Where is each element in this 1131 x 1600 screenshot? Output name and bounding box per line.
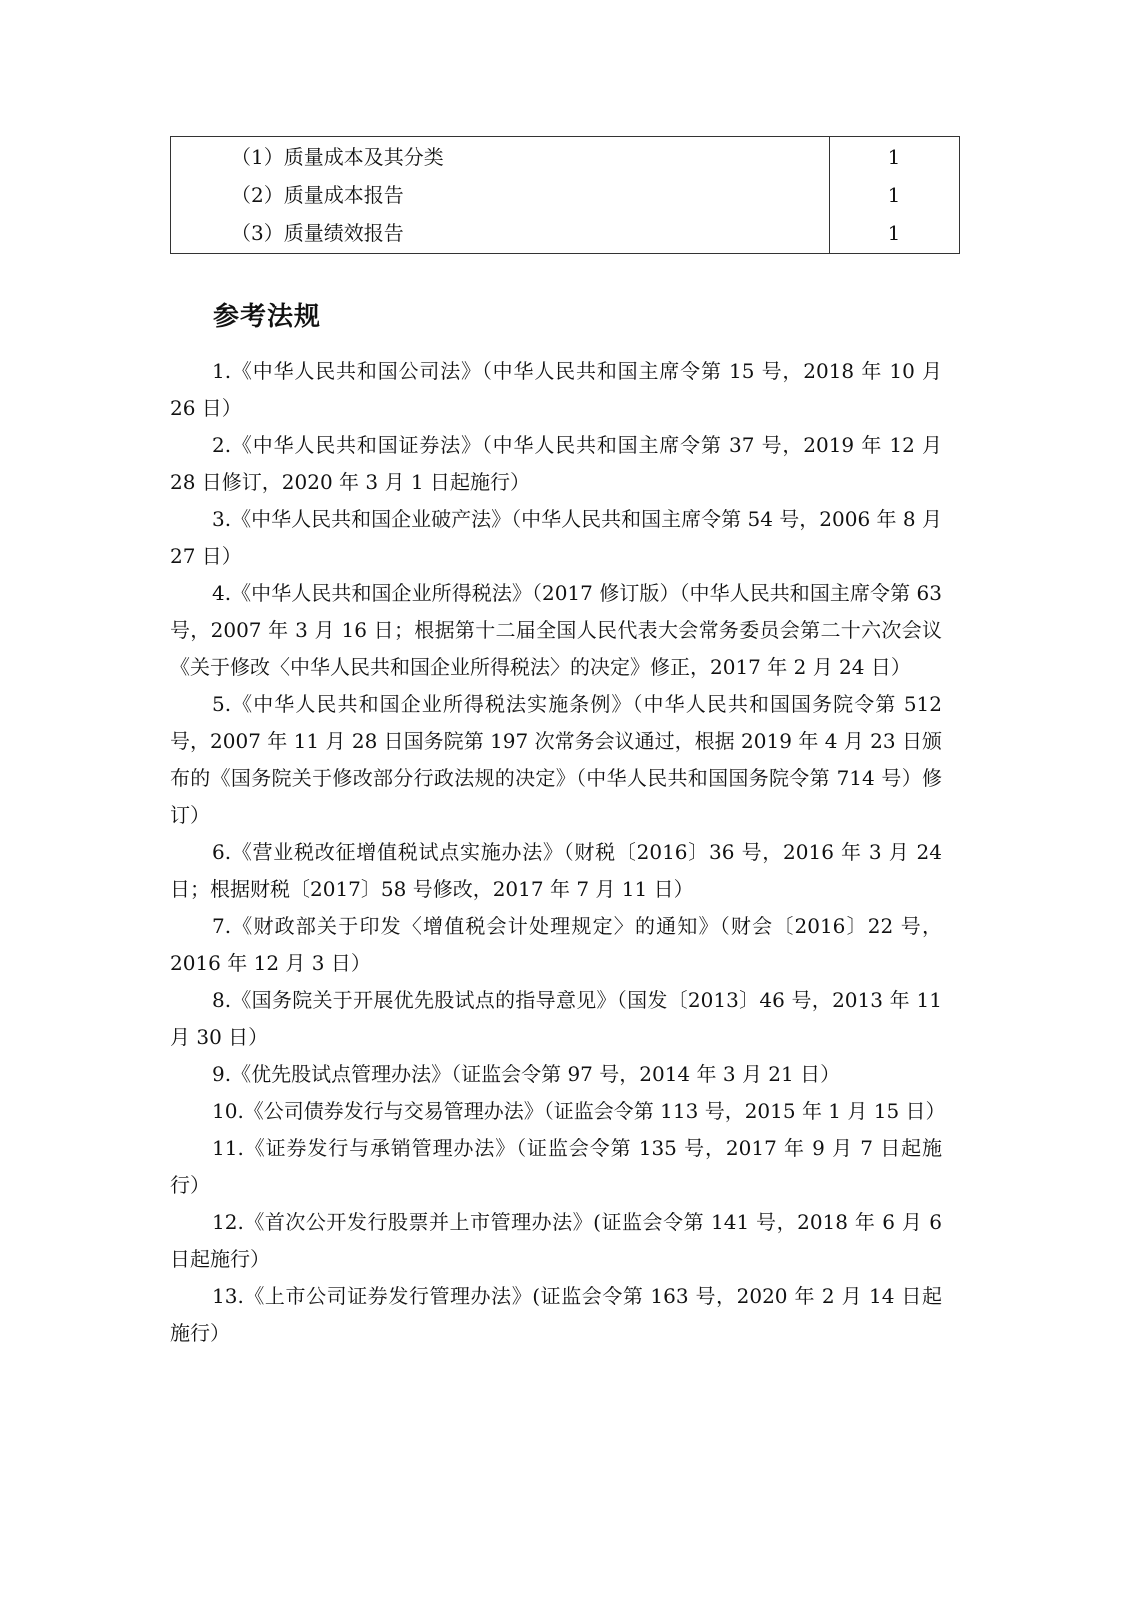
hours-cell: 1 <box>887 145 901 169</box>
reference-item: 4.《中华人民共和国企业所得税法》（2017 修订版）（中华人民共和国主席令第 63 号，2007 年 3 月 16 日；根据第十二届全国人民代表大会常务委员会第二十六次会议《关于修改〈中华人民共和国企业所得税法〉的决定》修正，2017 年 2 月 24 日） <box>170 581 942 679</box>
reference-item: 10.《公司债券发行与交易管理办法》（证监会令第 113 号，2015 年 1 月 15 日） <box>212 1099 946 1123</box>
reference-item: 2.《中华人民共和国证券法》（中华人民共和国主席令第 37 号，2019 年 12 月 28 日修订，2020 年 3 月 1 日起施行） <box>170 433 942 494</box>
reference-item: 6.《营业税改征增值税试点实施办法》（财税〔2016〕36 号，2016 年 3 月 24 日；根据财税〔2017〕58 号修改，2017 年 7 月 11 日） <box>170 840 942 901</box>
hours-cell: 1 <box>887 183 901 207</box>
reference-item: 1.《中华人民共和国公司法》（中华人民共和国主席令第 15 号，2018 年 10 月 26 日） <box>170 359 942 420</box>
reference-item: 3.《中华人民共和国企业破产法》（中华人民共和国主席令第 54 号，2006 年 8 月 27 日） <box>170 507 942 568</box>
reference-item: 5.《中华人民共和国企业所得税法实施条例》（中华人民共和国国务院令第 512 号，2007 年 11 月 28 日国务院第 197 次常务会议通过，根据 2019 年 4 月 23 日颁布的《国务院关于修改部分行政法规的决定》（中华人民共和国国务院令第 714 号）修订） <box>170 692 942 827</box>
reference-item: 11.《证券发行与承销管理办法》（证监会令第 135 号，2017 年 9 月 7 日起施行） <box>170 1136 942 1197</box>
reference-item: 13.《上市公司证券发行管理办法》(证监会令第 163 号，2020 年 2 月 14 日起施行） <box>170 1284 942 1345</box>
reference-item: 7.《财政部关于印发〈增值税会计处理规定〉的通知》（财会〔2016〕22 号，2016 年 12 月 3 日） <box>170 914 942 975</box>
topic-cell: （1）质量成本及其分类 <box>231 145 444 169</box>
table-row <box>171 139 959 177</box>
topic-cell: （3）质量绩效报告 <box>231 221 404 245</box>
reference-item: 8.《国务院关于开展优先股试点的指导意见》（国发〔2013〕46 号，2013 年 11 月 30 日） <box>170 988 942 1049</box>
table-row <box>171 177 959 215</box>
table-row <box>171 215 959 253</box>
reference-item: 9.《优先股试点管理办法》（证监会令第 97 号，2014 年 3 月 21 日） <box>212 1062 841 1086</box>
topic-cell: （2）质量成本报告 <box>231 183 404 207</box>
course-hours-table <box>170 136 960 254</box>
reference-list <box>170 353 946 1352</box>
section-title: 参考法规 <box>213 302 322 332</box>
hours-cell: 1 <box>887 221 901 245</box>
reference-item: 12.《首次公开发行股票并上市管理办法》(证监会令第 141 号，2018 年 6 月 6 日起施行） <box>170 1210 942 1271</box>
